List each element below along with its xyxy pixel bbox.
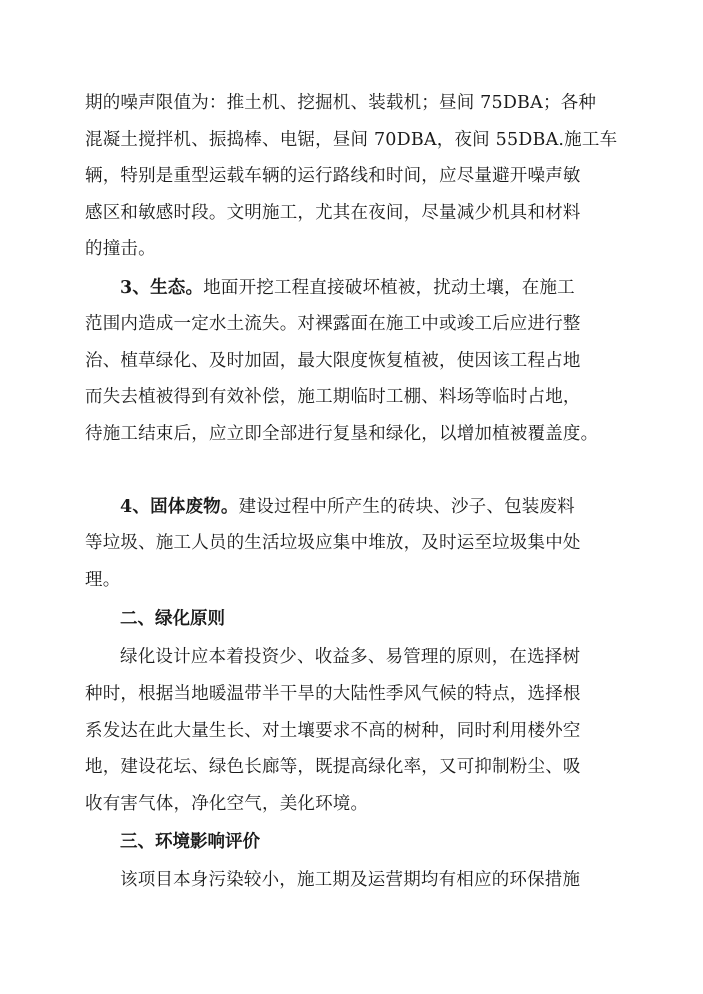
ecology-line-4: 而失去植被得到有效补偿，施工期临时工棚、料场等临时占地，	[85, 387, 581, 407]
continuation-line-2: 混凝土搅拌机、振捣棒、电锯，昼间 70DBA，夜间 55DBA.施工车	[85, 130, 618, 150]
greening-line-5: 收有害气体，净化空气，美化环境。	[85, 794, 369, 814]
solid-waste-line-2: 等垃圾、施工人员的生活垃圾应集中堆放，及时运至垃圾集中处	[85, 533, 581, 553]
ecology-first-line	[120, 277, 620, 299]
solid-waste-first-text: 建设过程中所产生的砖块、沙子、包装废料	[238, 497, 575, 517]
continuation-line-4: 感区和敏感时段。文明施工，尤其在夜间，尽量减少机具和材料	[85, 203, 581, 223]
greening-line-3: 系发达在此大量生长、对土壤要求不高的树种，同时利用楼外空	[85, 721, 581, 741]
continuation-line-5: 的撞击。	[85, 239, 156, 259]
greening-line-1: 绿化设计应本着投资少、收益多、易管理的原则，在选择树	[120, 647, 581, 667]
ecology-line-2: 范围内造成一定水土流失。对裸露面在施工中或竣工后应进行整	[85, 314, 581, 334]
continuation-line-1: 期的噪声限值为：推土机、挖掘机、装载机；昼间 75DBA；各种	[85, 93, 597, 113]
greening-line-2: 种时，根据当地暖温带半干旱的大陆性季风气候的特点，选择根	[85, 684, 581, 704]
evaluation-line-1: 该项目本身污染较小，施工期及运营期均有相应的环保措施	[120, 870, 581, 890]
continuation-line-3: 辆，特别是重型运载车辆的运行路线和时间，应尽量避开噪声敏	[85, 166, 581, 186]
ecology-line-5: 待施工结束后，应立即全部进行复垦和绿化，以增加植被覆盖度。	[85, 424, 599, 444]
evaluation-heading: 三、环境影响评价	[120, 832, 260, 852]
ecology-line-3: 治、植草绿化、及时加固，最大限度恢复植被，使因该工程占地	[85, 351, 581, 371]
ecology-label: 3、生态。	[120, 278, 204, 298]
solid-waste-line-3: 理。	[85, 570, 121, 590]
greening-line-4: 地，建设花坛、绿色长廊等，既提高绿化率，又可抑制粉尘、吸	[85, 757, 581, 777]
solid-waste-label: 4、固体废物。	[120, 497, 239, 517]
ecology-first-text: 地面开挖工程直接破坏植被，扰动土壤，在施工	[203, 278, 575, 298]
solid-waste-first-line	[120, 496, 620, 518]
greening-heading: 二、绿化原则	[120, 609, 225, 629]
